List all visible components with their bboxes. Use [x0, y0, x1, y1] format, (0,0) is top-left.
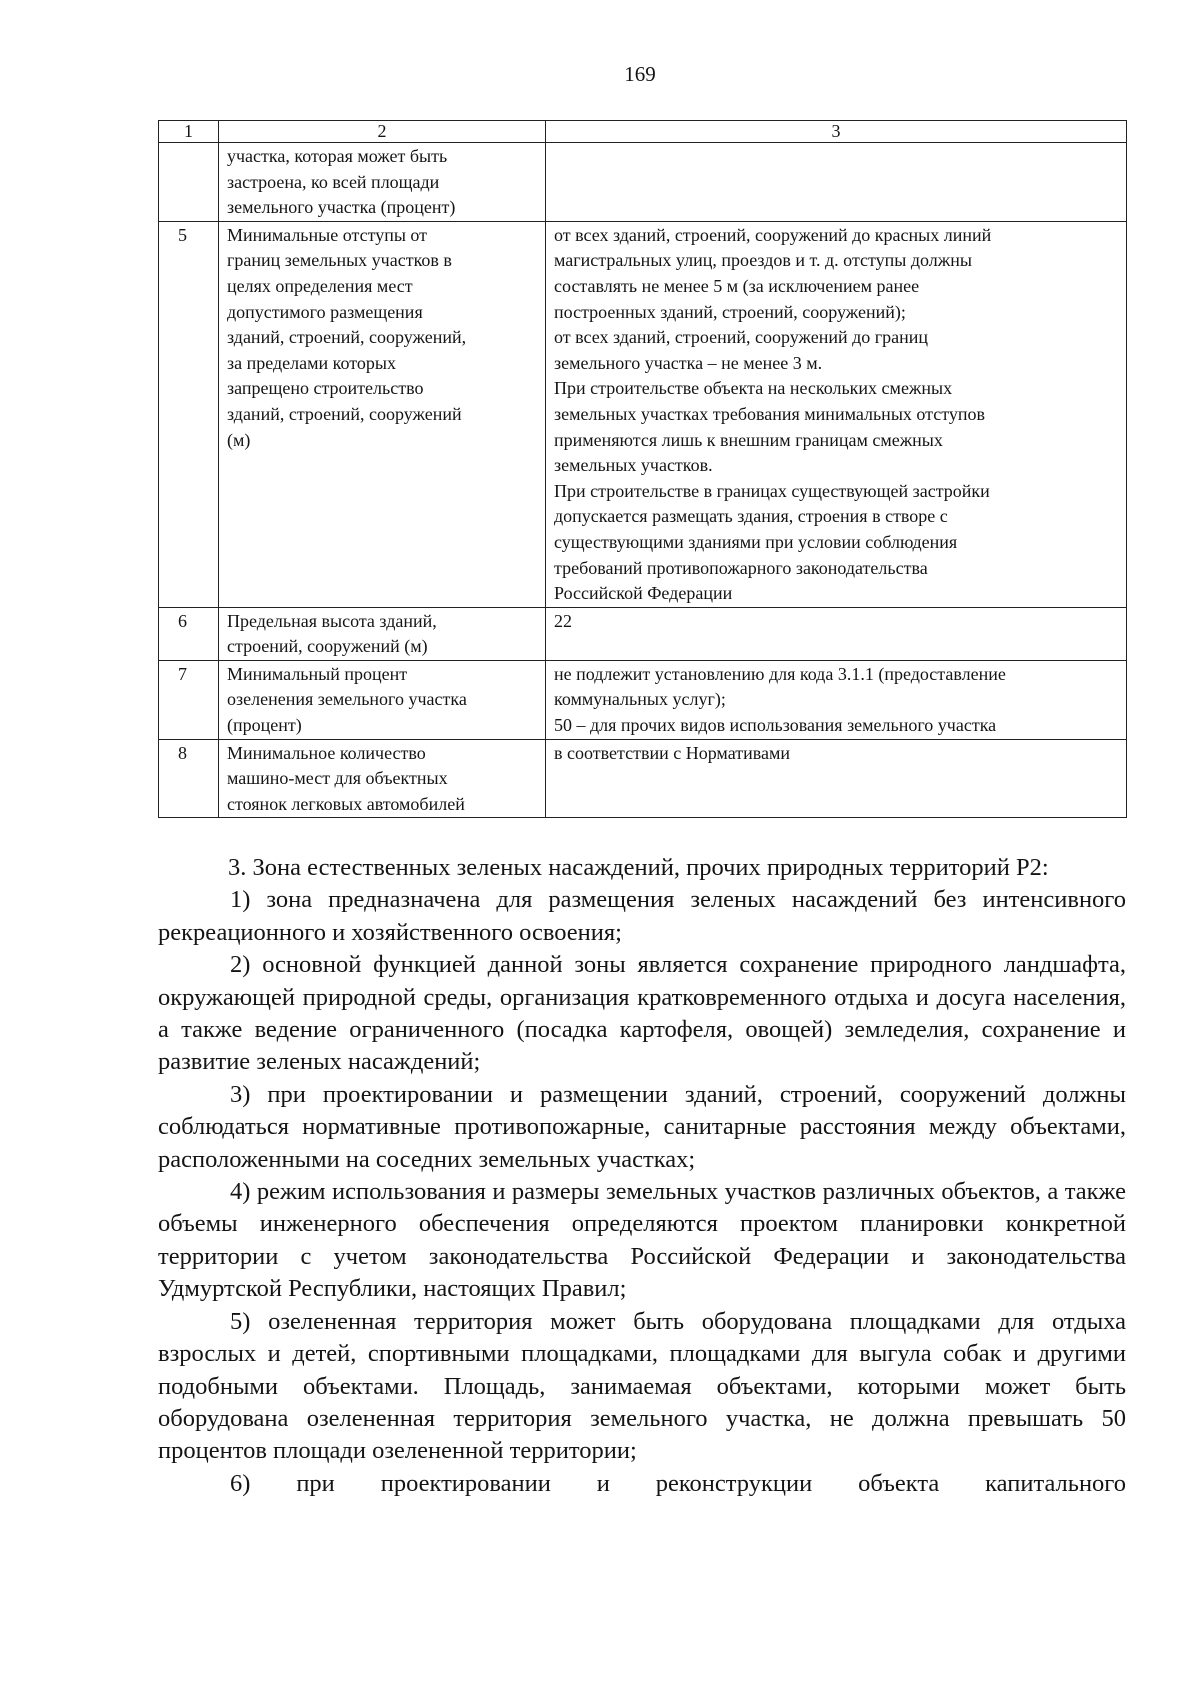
parameter-cell: [219, 607, 546, 660]
header-cell-3: 3: [546, 121, 1127, 143]
parameter-line: зданий, строений, сооружений,: [227, 327, 467, 348]
parameter-line: границ земельных участков в: [227, 250, 452, 271]
row-number-cell: 6: [159, 607, 219, 660]
value-line: от всех зданий, строений, сооружений до границ: [554, 327, 929, 348]
value-line: земельных участках требования минимальных отступов: [554, 403, 986, 424]
parameter-line: допустимого размещения: [227, 301, 423, 322]
list-item: 3) при проектировании и размещении зданий, строений, сооружений должны соблюдаться нормативные противопожарные, санитарные расстояния между объектами, расположенными на соседних земельных участках;: [158, 1080, 1126, 1173]
parameter-line: застроена, ко всей площади: [227, 171, 440, 192]
parameter-line: машино-мест для объектных: [227, 768, 448, 789]
parameter-line: участка, которая может быть: [227, 146, 448, 166]
row-number-cell: 5: [159, 221, 219, 607]
row-number-cell: 7: [159, 660, 219, 739]
value-cell: [546, 143, 1127, 222]
value-line: 50 – для прочих видов использования земельного участка: [554, 715, 997, 736]
value-line: требований противопожарного законодательства: [554, 557, 928, 578]
value-cell: [546, 739, 1127, 818]
value-line: магистральных улиц, проездов и т. д. отступы должны: [554, 250, 972, 271]
regulations-table: [158, 120, 1127, 818]
page-number: 169: [624, 62, 656, 86]
value-line: 22: [554, 610, 572, 631]
header-cell-1: 1: [159, 121, 219, 143]
parameter-cell: [219, 143, 546, 222]
row-number-cell: [159, 143, 219, 222]
parameter-line: запрещено строительство: [227, 378, 424, 399]
value-line: существующими зданиями при условии соблюдения: [554, 531, 958, 552]
list-item: 4) режим использования и размеры земельных участков различных объектов, а также объемы инженерного обеспечения определяются проектом планировки конкретной территории с учетом законодательства Российской Федерации и законодательства Удмуртской Республики, настоящих Правил;: [158, 1178, 1126, 1303]
table-header-row: [159, 121, 1127, 143]
value-line: применяются лишь к внешним границам смежных: [554, 429, 943, 450]
value-cell: [546, 221, 1127, 607]
parameter-line: Предельная высота зданий,: [227, 610, 437, 631]
value-cell: [546, 660, 1127, 739]
list-item: 6) при проектировании и реконструкции объекта капитального: [230, 1469, 1126, 1497]
value-line: от всех зданий, строений, сооружений до красных линий: [554, 224, 992, 245]
parameter-line: зданий, строений, сооружений: [227, 403, 462, 424]
value-line: При строительстве объекта на нескольких смежных: [554, 378, 953, 399]
list-item: 2) основной функцией данной зоны является сохранение природного ландшафта, окружающей природной среды, организация кратковременного отдыха и досуга населения, а также ведение ограниченного (посадка картофеля, овощей) земледелия, сохранение и развитие зеленых насаждений;: [158, 951, 1126, 1076]
value-line: земельного участка – не менее 3 м.: [554, 352, 823, 373]
parameter-line: (процент): [227, 715, 302, 736]
parameter-cell: [219, 660, 546, 739]
table-row: [159, 143, 1127, 222]
value-line: Российской Федерации: [554, 583, 733, 604]
list-item: 1) зона предназначена для размещения зеленых насаждений без интенсивного рекреационного и хозяйственного освоения;: [158, 886, 1126, 946]
parameter-line: строений, сооружений (м): [227, 636, 428, 657]
body-text: [158, 852, 1126, 1500]
table-row: [159, 739, 1127, 818]
parameter-line: Минимальный процент: [227, 663, 408, 684]
value-line: При строительстве в границах существующей застройки: [554, 480, 990, 501]
parameter-line: Минимальное количество: [227, 742, 426, 763]
parameter-line: (м): [227, 429, 251, 450]
value-line: коммунальных услуг);: [554, 689, 726, 710]
parameter-line: озеленения земельного участка: [227, 689, 467, 710]
table-body: [159, 143, 1127, 818]
table-row: [159, 607, 1127, 660]
parameter-line: стоянок легковых автомобилей: [227, 793, 465, 814]
header-cell-2: 2: [219, 121, 546, 143]
value-line: не подлежит установлению для кода 3.1.1 (предоставление: [554, 663, 1006, 684]
value-line: построенных зданий, строений, сооружений);: [554, 301, 906, 322]
parameter-line: целях определения мест: [227, 275, 413, 296]
value-line: допускается размещать здания, строения в створе с: [554, 506, 948, 527]
list-item: 5) озелененная территория может быть оборудована площадками для отдыха взрослых и детей, спортивными площадками, площадками для выгула собак и другими подобными объектами. Площадь, занимаемая объектами, которыми может быть оборудована озелененная территория земельного участка, не должна превышать 50 процентов площади озелененной территории;: [158, 1307, 1126, 1465]
table-row: [159, 660, 1127, 739]
parameter-line: земельного участка (процент): [227, 197, 456, 218]
parameter-cell: [219, 221, 546, 607]
value-line: составлять не менее 5 м (за исключением ранее: [554, 275, 920, 296]
value-line: земельных участков.: [554, 455, 713, 476]
parameter-line: Минимальные отступы от: [227, 224, 428, 245]
parameter-line: за пределами которых: [227, 352, 396, 373]
parameter-cell: [219, 739, 546, 818]
value-cell: [546, 607, 1127, 660]
row-number-cell: 8: [159, 739, 219, 818]
section-heading: 3. Зона естественных зеленых насаждений, прочих природных территорий Р2:: [228, 854, 1049, 881]
value-line: в соответствии с Нормативами: [554, 742, 790, 763]
table-row: [159, 221, 1127, 607]
